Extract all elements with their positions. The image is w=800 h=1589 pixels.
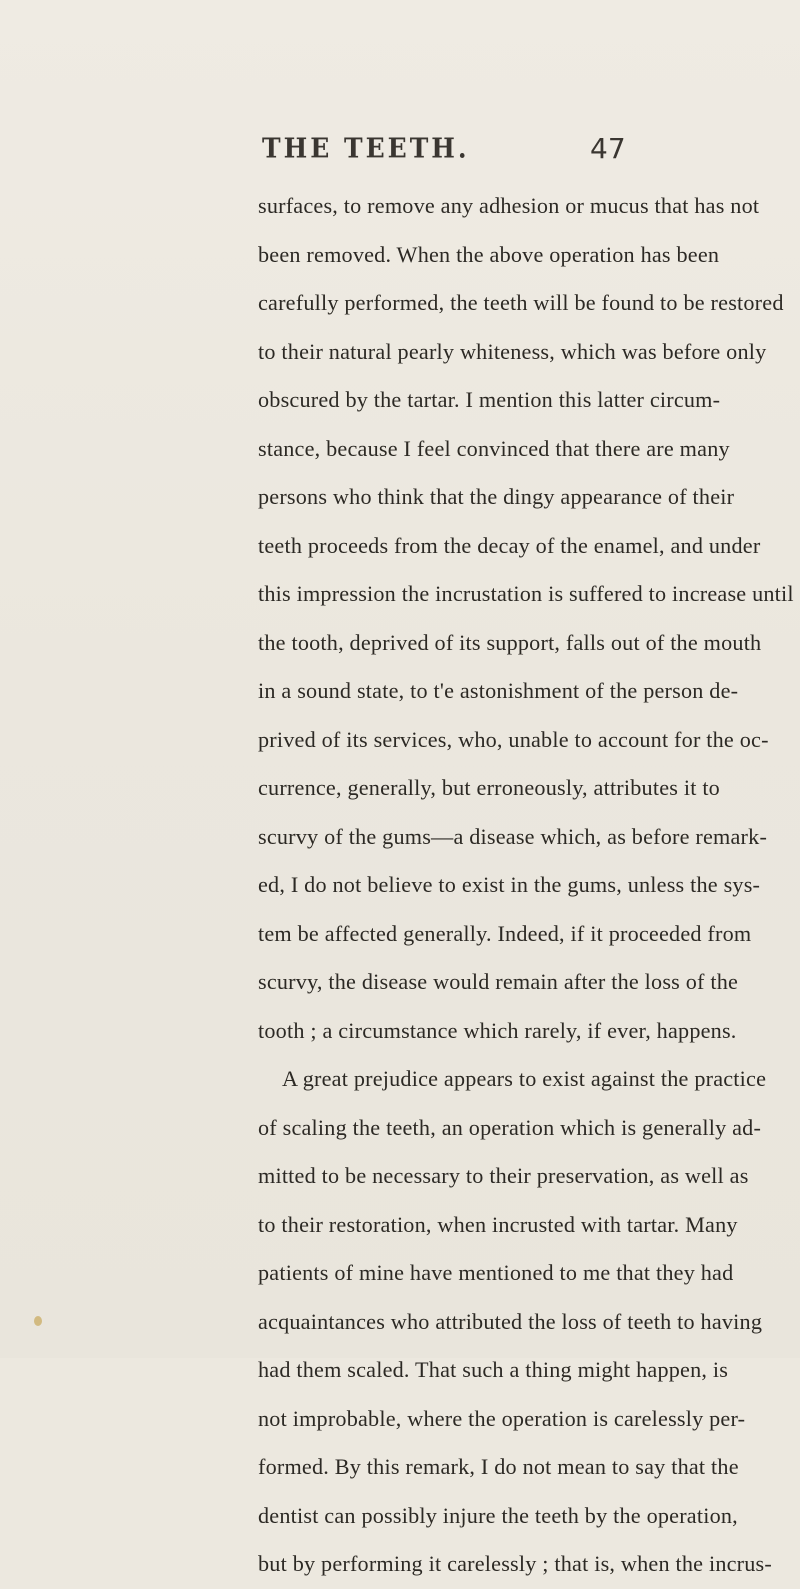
paper-stain bbox=[34, 1316, 42, 1326]
text-line: tem be affected generally. Indeed, if it proceeded from bbox=[258, 920, 752, 946]
text-line: had them scaled. That such a thing might happen, is bbox=[258, 1357, 729, 1382]
text-line: the tooth, deprived of its support, falls out of the mouth bbox=[258, 629, 762, 655]
text-line: mitted to be necessary to their preservation, as well as bbox=[258, 1163, 749, 1188]
text-line: scurvy of the gums—a disease which, as before remark- bbox=[258, 823, 768, 849]
page-header bbox=[0, 132, 800, 172]
text-line: A great prejudice appears to exist against the practice bbox=[282, 1066, 767, 1091]
text-line: this impression the incrustation is suffered to increase until bbox=[258, 581, 794, 606]
text-line: stance, because I feel convinced that there are many bbox=[258, 435, 730, 461]
text-line: but by performing it carelessly ; that is, when the incrus- bbox=[258, 1551, 772, 1576]
text-line: persons who think that the dingy appearance of their bbox=[258, 484, 735, 509]
text-line: currence, generally, but erroneously, attributes it to bbox=[258, 775, 720, 800]
text-line: dentist can possibly injure the teeth by the operation, bbox=[258, 1502, 738, 1528]
running-title: THE TEETH. bbox=[262, 132, 470, 164]
text-line: scurvy, the disease would remain after the loss of the bbox=[258, 969, 739, 994]
text-line: patients of mine have mentioned to me that they had bbox=[258, 1260, 734, 1285]
text-line: ed, I do not believe to exist in the gums, unless the sys- bbox=[258, 872, 761, 897]
text-line: teeth proceeds from the decay of the enamel, and under bbox=[258, 532, 761, 558]
text-line: in a sound state, to t'e astonishment of the person de- bbox=[258, 678, 739, 703]
text-line: carefully performed, the teeth will be found to be restored bbox=[258, 290, 784, 315]
text-line: of scaling the teeth, an operation which is generally ad- bbox=[258, 1114, 762, 1140]
text-line: to their restoration, when incrusted with tartar. Many bbox=[258, 1211, 738, 1237]
text-line: not improbable, where the operation is carelessly per- bbox=[258, 1405, 746, 1431]
text-line: formed. By this remark, I do not mean to say that the bbox=[258, 1454, 739, 1479]
text-line: prived of its services, who, unable to account for the oc- bbox=[258, 726, 769, 752]
body-text bbox=[258, 182, 794, 1589]
text-line: to their natural pearly whiteness, which was before only bbox=[258, 338, 767, 364]
text-line: tooth ; a circumstance which rarely, if ever, happens. bbox=[258, 1017, 737, 1043]
text-line: obscured by the tartar. I mention this latter circum- bbox=[258, 387, 721, 412]
text-line: acquaintances who attributed the loss of teeth to having bbox=[258, 1308, 763, 1334]
text-line: been removed. When the above operation has been bbox=[258, 241, 720, 267]
text-line: surfaces, to remove any adhesion or mucus that has not bbox=[258, 193, 760, 218]
page-number: 47 bbox=[590, 132, 626, 165]
